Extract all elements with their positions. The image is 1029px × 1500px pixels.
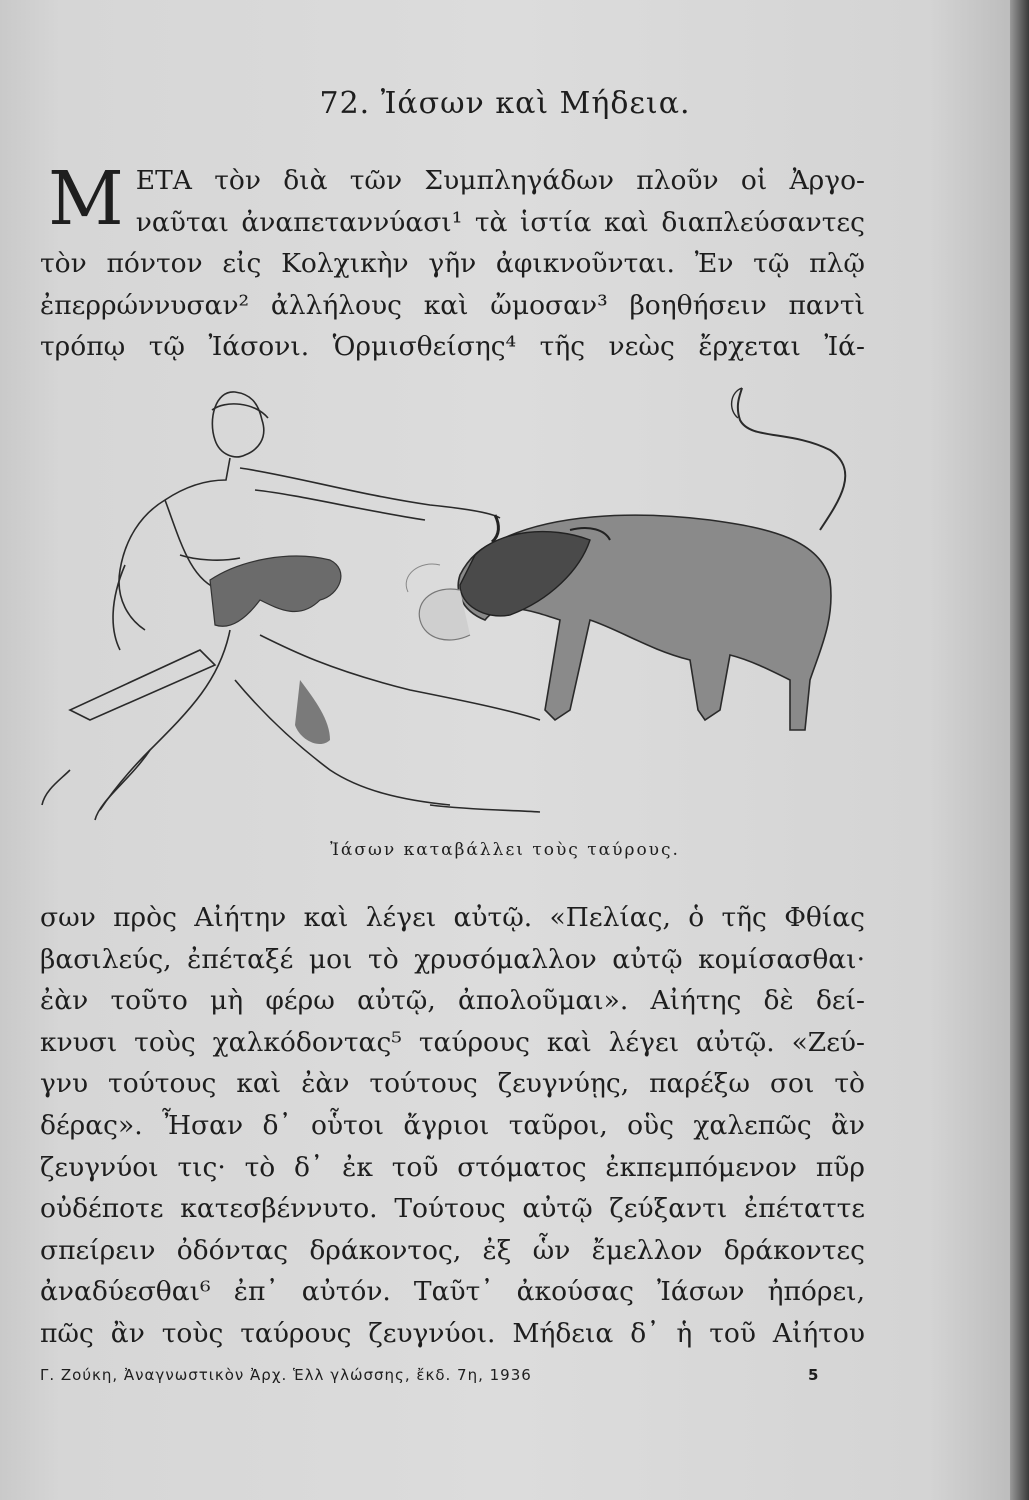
paragraph-1 (40, 156, 865, 368)
drop-cap: Μ (48, 156, 124, 242)
text-line: ἐπερρώννυσαν² ἀλλήλους καὶ ὤμοσαν³ βοηθήσειν παντὶ (40, 289, 865, 321)
text-line: ἐὰν τοῦτο μὴ φέρω αὐτῷ, ἀπολοῦμαι». Αἰήτης δὲ δεί- (40, 985, 865, 1017)
text-line: τὸν πόντον εἰς Κολχικὴν γῆν ἀφικνοῦνται. Ἐν τῷ πλῷ (40, 248, 865, 280)
jason-and-bull-illustration (30, 380, 870, 830)
page-number: 5 (808, 1366, 819, 1384)
figure-caption: Ἰάσων καταβάλλει τοὺς ταύρους. (330, 840, 680, 860)
text-line: πῶς ἂν τοὺς ταύρους ζευγνύοι. Μήδεια δ᾽ ἡ τοῦ Αἰήτου (40, 1317, 865, 1349)
text-line: γνυ τούτους καὶ ἐὰν τούτους ζευγνύῃς, παρέξω σοι τὸ (40, 1068, 865, 1100)
chapter-title: 72. Ἰάσων καὶ Μήδεια. (319, 86, 691, 121)
footer-citation: Γ. Ζούκη, Ἀναγνωστικὸν Ἀρχ. Ἑλλ γλώσσης, ἔκδ. 7η, 1936 (40, 1366, 532, 1384)
text-line: ΕΤΑ τὸν διὰ τῶν Συμπληγάδων πλοῦν οἱ Ἀργο- (135, 165, 865, 196)
text-line: ναῦται ἀναπεταννύασι¹ τὰ ἱστία καὶ διαπλεύσαντες (135, 206, 865, 238)
page-edge-shadow (1010, 0, 1029, 1500)
text-line: ζευγνύοι τις· τὸ δ᾽ ἐκ τοῦ στόματος ἐκπεμπόμενον πῦρ (40, 1151, 865, 1183)
text-line: βασιλεύς, ἐπέταξέ μοι τὸ χρυσόμαλλον αὐτῷ κομίσασθαι· (40, 943, 865, 975)
text-line: σων πρὸς Αἰήτην καὶ λέγει αὐτῷ. «Πελίας, ὁ τῆς Φθίας (40, 902, 865, 933)
text-line: ἀναδύεσθαι⁶ ἐπ᾽ αὐτόν. Ταῦτ᾽ ἀκούσας Ἰάσων ἠπόρει, (40, 1276, 865, 1308)
text-line: δέρας». Ἦσαν δ᾽ οὗτοι ἄγριοι ταῦροι, οὓς χαλεπῶς ἂν (40, 1109, 865, 1141)
paragraph-2 (40, 897, 865, 1355)
text-line: κνυσι τοὺς χαλκόδοντας⁵ ταύρους καὶ λέγει αὐτῷ. «Ζεύ- (40, 1026, 865, 1058)
text-line: τρόπῳ τῷ Ἰάσονι. Ὁρμισθείσης⁴ τῆς νεὼς ἔρχεται Ἰά- (40, 331, 865, 363)
text-line: σπείρειν ὀδόντας δράκοντος, ἐξ ὧν ἔμελλον δράκοντες (40, 1234, 865, 1266)
text-line: οὐδέποτε κατεσβέννυτο. Τούτους αὐτῷ ζεύξαντι ἐπέταττε (40, 1193, 865, 1225)
